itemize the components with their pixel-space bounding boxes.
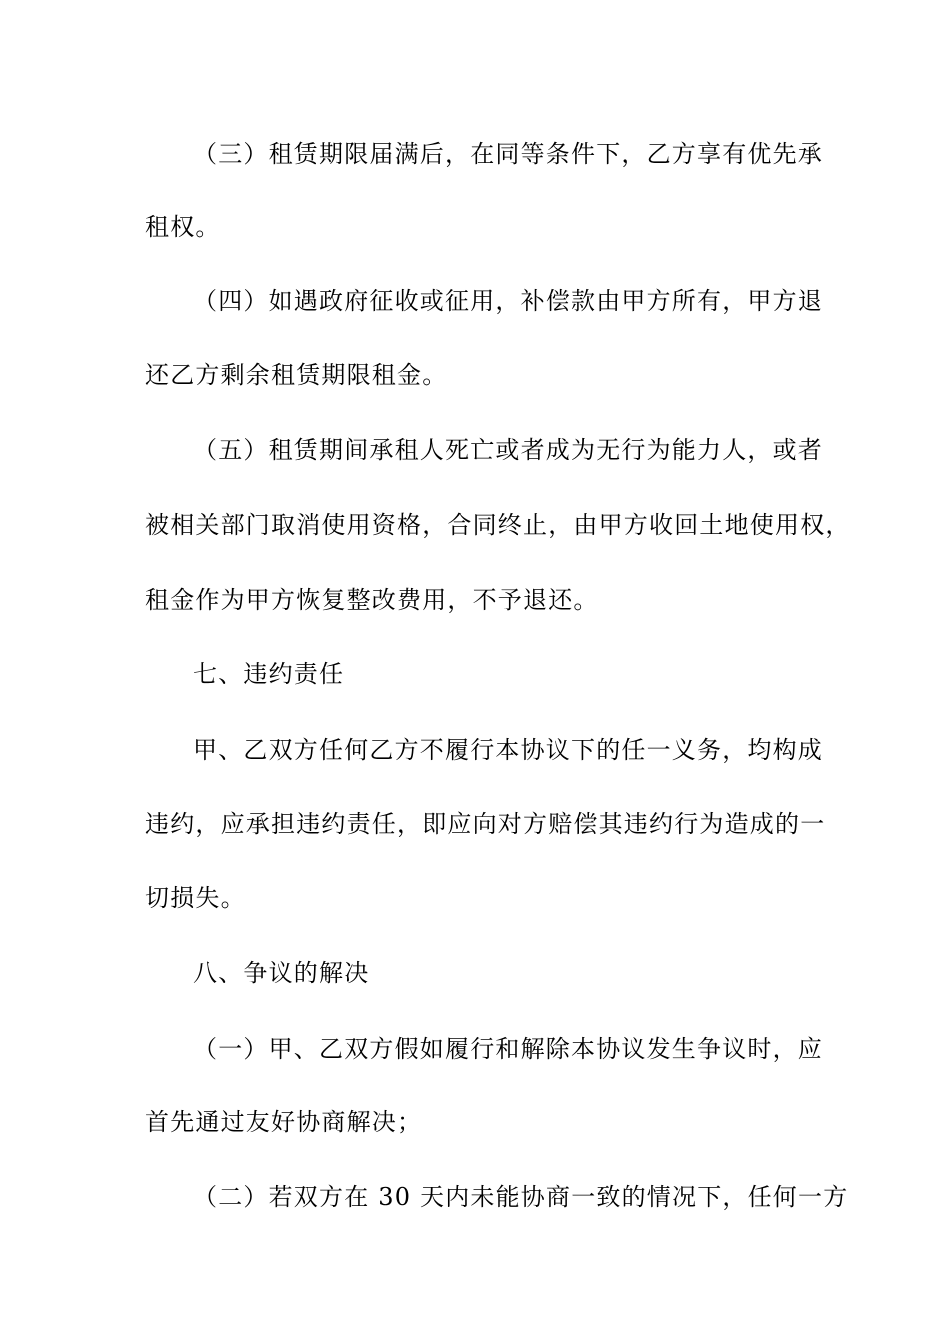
clause-5-line-1: （五）租赁期间承租人死亡或者成为无行为能力人，或者: [193, 436, 823, 464]
section-8-heading: 八、争议的解决: [193, 959, 370, 987]
clause-5-line-3: 租金作为甲方恢复整改费用，不予退还。: [145, 586, 599, 614]
section-8-clause-1-line-1: （一）甲、乙双方假如履行和解除本协议发生争议时，应: [193, 1035, 823, 1063]
section-8-clause-1-line-2: 首先通过友好协商解决；: [145, 1108, 423, 1136]
clause-4-line-1: （四）如遇政府征收或征用，补偿款由甲方所有，甲方退: [193, 287, 823, 315]
clause-5-line-2: 被相关部门取消使用资格，合同终止，由甲方收回土地使用权，: [145, 511, 851, 539]
section-8-clause-2-line-1: （二）若双方在 30 天内未能协商一致的情况下，任何一方: [193, 1183, 849, 1211]
clause-3-line-2: 租权。: [145, 213, 221, 241]
section-7-heading: 七、违约责任: [193, 660, 345, 688]
section-7-line-1: 甲、乙双方任何乙方不履行本协议下的任一义务，均构成: [193, 736, 823, 764]
section-7-line-2: 违约，应承担违约责任，即应向对方赔偿其违约行为造成的一: [145, 810, 826, 838]
clause-3-line-1: （三）租赁期限届满后，在同等条件下，乙方享有优先承: [193, 140, 823, 168]
clause-4-line-2: 还乙方剩余租赁期限租金。: [145, 361, 448, 389]
section-7-line-3: 切损失。: [145, 884, 246, 912]
